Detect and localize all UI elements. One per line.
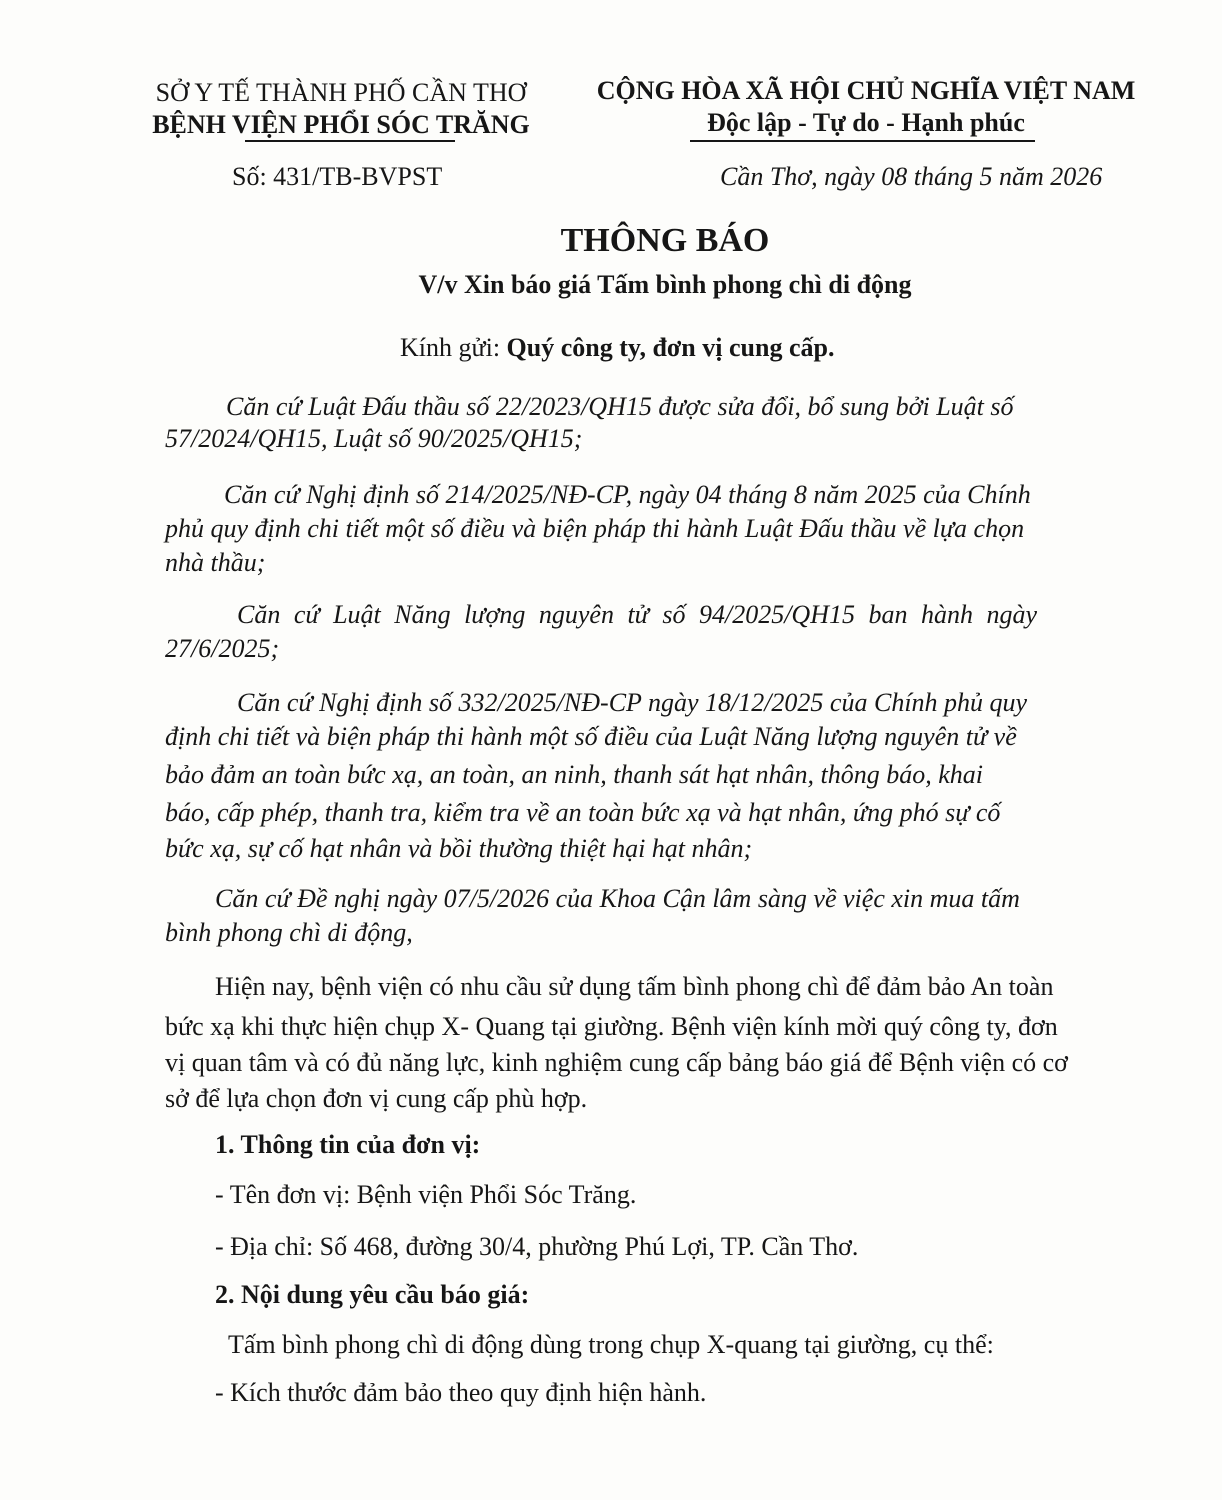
intro-line-3: vị quan tâm và có đủ năng lực, kinh nghiệm cung cấp bảng báo giá để Bệnh viện có cơ [165,1048,1068,1077]
section-1-heading: 1. Thông tin của đơn vị: [215,1130,481,1159]
recipient-label: Kính gửi: [400,333,501,362]
basis-5-line-1: Căn cứ Đề nghị ngày 07/5/2026 của Khoa Cận lâm sàng về việc xin mua tấm [215,884,1020,913]
motto-underline [690,140,1035,142]
org-parent: SỞ Y TẾ THÀNH PHỐ CẦN THƠ [155,78,527,107]
intro-line-2: bức xạ khi thực hiện chụp X- Quang tại giường. Bệnh viện kính mời quý công ty, đơn [165,1012,1058,1041]
basis-4-line-1: Căn cứ Nghị định số 332/2025/NĐ-CP ngày 18/12/2025 của Chính phủ quy [237,688,1028,717]
basis-4-line-2: định chi tiết và biện pháp thi hành một số điều của Luật Năng lượng nguyên tử về [165,722,1017,751]
org-name-underline [245,140,455,142]
basis-3-line-2: 27/6/2025; [165,634,280,663]
document-title: THÔNG BÁO [560,222,770,259]
basis-4-line-5: bức xạ, sự cố hạt nhân và bồi thường thiệt hại hạt nhân; [165,834,753,863]
place-date: Cần Thơ, ngày 08 tháng 5 năm 2026 [720,162,1103,191]
intro-line-1: Hiện nay, bệnh viện có nhu cầu sử dụng tấm bình phong chì để đảm bảo An toàn [215,972,1054,1001]
basis-1-line-1: Căn cứ Luật Đấu thầu số 22/2023/QH15 được sửa đổi, bổ sung bởi Luật số [226,392,1014,421]
basis-4-line-4: báo, cấp phép, thanh tra, kiểm tra về an toàn bức xạ và hạt nhân, ứng phó sự cố [165,798,1001,827]
recipient: Quý công ty, đơn vị cung cấp. [506,333,835,362]
unit-address: - Địa chỉ: Số 468, đường 30/4, phường Phú Lợi, TP. Cần Thơ. [215,1232,859,1261]
recipient-line [400,333,834,363]
basis-2-line-1: Căn cứ Nghị định số 214/2025/NĐ-CP, ngày 04 tháng 8 năm 2025 của Chính [224,480,1031,509]
national-motto: Độc lập - Tự do - Hạnh phúc [707,108,1025,137]
doc-number: Số: 431/TB-BVPST [232,162,443,191]
basis-2-line-2: phủ quy định chi tiết một số điều và biện pháp thi hành Luật Đấu thầu về lựa chọn [165,514,1025,543]
basis-3-line-1: Căn cứ Luật Năng lượng nguyên tử số 94/2025/QH15 ban hành ngày [237,600,1038,629]
country-name: CỘNG HÒA XÃ HỘI CHỦ NGHĨA VIỆT NAM [596,76,1136,105]
quote-request-description: Tấm bình phong chì di động dùng trong chụp X-quang tại giường, cụ thể: [228,1330,994,1359]
basis-1-line-2: 57/2024/QH15, Luật số 90/2025/QH15; [165,424,583,453]
document-subject: V/v Xin báo giá Tấm bình phong chì di động [418,270,912,299]
org-name: BỆNH VIỆN PHỔI SÓC TRĂNG [152,110,530,139]
basis-5-line-2: bình phong chì di động, [165,918,413,947]
unit-name: - Tên đơn vị: Bệnh viện Phổi Sóc Trăng. [215,1180,637,1209]
size-requirement: - Kích thước đảm bảo theo quy định hiện hành. [215,1378,707,1407]
intro-line-4: sở để lựa chọn đơn vị cung cấp phù hợp. [165,1084,588,1113]
section-2-heading: 2. Nội dung yêu cầu báo giá: [215,1280,530,1309]
basis-4-line-3: bảo đảm an toàn bức xạ, an toàn, an ninh, thanh sát hạt nhân, thông báo, khai [165,760,983,789]
basis-2-line-3: nhà thầu; [165,548,266,577]
